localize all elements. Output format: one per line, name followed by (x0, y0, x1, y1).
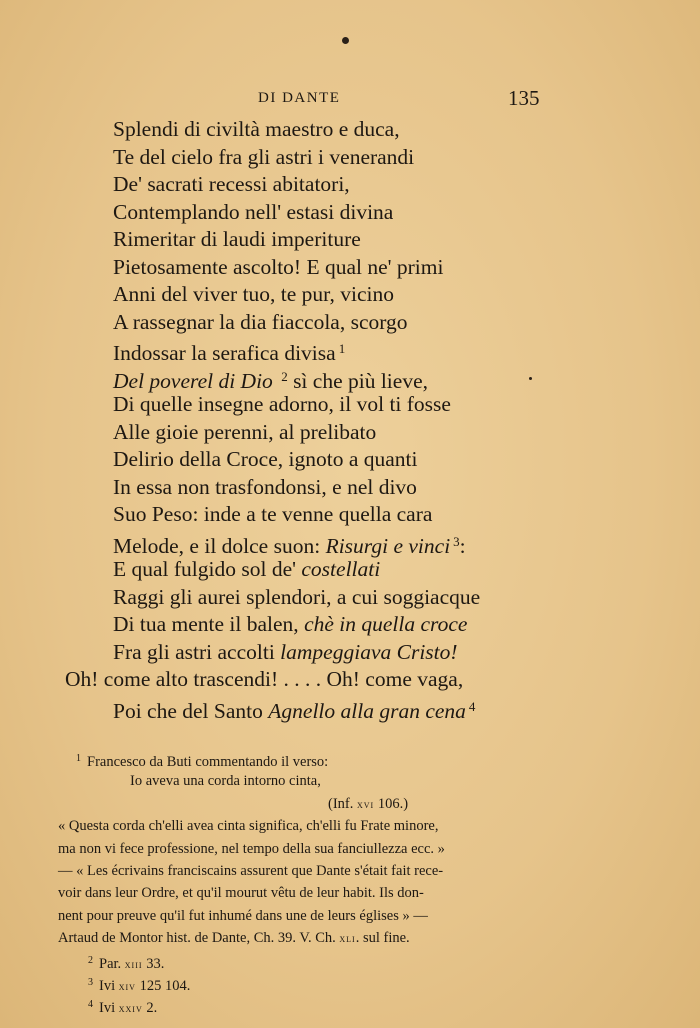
running-head: DI DANTE (258, 90, 341, 106)
footnote-text: — « Les écrivains franciscains assurent que Dante s'était fait rece- (58, 863, 444, 879)
footnote-line (76, 748, 328, 770)
footnote-number: 3 (88, 977, 93, 988)
poem-line (113, 609, 467, 639)
footnote-text: (Inf. (328, 795, 354, 812)
roman-numeral: xvi (357, 796, 375, 811)
poem-line (113, 114, 400, 144)
roman-numeral: xxiv (118, 1001, 143, 1016)
footnote-tail: . sul fine. (355, 930, 410, 947)
poem-line-text: Te del cielo fra gli astri i venerandi (113, 144, 415, 169)
poem-line-text: Suo Peso: inde a te venne quella cara (113, 502, 433, 526)
footnote-mark: 2 (281, 368, 288, 384)
poem-line (113, 334, 345, 364)
poem-line (113, 637, 458, 667)
footnote-line (328, 793, 408, 815)
poem-line-text: Fra gli astri accolti (113, 639, 275, 664)
roman-numeral: xiv (118, 979, 136, 993)
poem-line-text: Indossar la serafica divisa (113, 341, 336, 365)
footnote-text: nent pour preuve qu'il fut inhumé dans une de leurs églises » — (58, 907, 428, 924)
poem-line (113, 582, 480, 612)
poem-line-text: Contemplando nell' estasi divina (113, 199, 394, 224)
footnote-text: « Questa corda ch'elli avea cinta significa, ch'elli fu Frate minore, (58, 818, 439, 835)
poem-line (113, 472, 417, 502)
poem-line-text: In essa non trasfondonsi, e nel divo (113, 474, 417, 499)
poem-line-text: E qual fulgido sol de' (113, 557, 297, 581)
poem-line-text: Di quelle insegne adorno, il vol ti fosse (113, 392, 451, 416)
footnote-number: 1 (76, 753, 81, 764)
footnote-line (58, 838, 445, 860)
poem-line (65, 664, 463, 694)
poem-line-italic: lampeggiava Cristo! (280, 639, 458, 664)
footnote-line (88, 972, 190, 994)
ink-spot (529, 377, 532, 380)
poem-line (113, 362, 428, 392)
footnote-text: Artaud de Montor hist. de Dante, Ch. 39. V. Ch. (58, 930, 336, 947)
roman-numeral: xiii (124, 956, 143, 971)
poem-line-text: Delirio della Croce, ignoto a quanti (113, 447, 418, 471)
poem-line (113, 252, 443, 282)
poem-line-text: Raggi gli aurei splendori, a cui soggiacque (113, 584, 481, 609)
footnote-text: Ivi (99, 978, 116, 994)
footnote-tail: 125 104. (139, 978, 191, 994)
poem-line-italic: Agnello alla gran cena (268, 698, 466, 723)
poem-line-text: Di tua mente il balen, (113, 612, 299, 636)
footnote-text: Par. (99, 955, 122, 972)
poem-line (113, 554, 380, 584)
poem-line (113, 197, 393, 227)
poem-line-text: Oh! come alto trascendi! . . . . Oh! come vaga, (65, 667, 464, 691)
footnote-text: ma non vi fece professione, nel tempo della sua fanciullezza ecc. » (58, 840, 445, 857)
footnote-mark: 4 (468, 698, 476, 714)
poem-line (113, 527, 466, 557)
roman-numeral: xli (339, 931, 356, 946)
footnote-mark: 3 (453, 533, 460, 549)
footnote-tail: 33. (146, 955, 165, 972)
footnote-line (58, 815, 438, 837)
poem-line (113, 389, 451, 419)
poem-line-italic: Risurgi e vinci (325, 533, 451, 558)
poem-line (113, 499, 432, 529)
poem-line-text: Alle gioie perenni, al prelibato (113, 419, 377, 444)
poem-line (113, 444, 418, 474)
footnote-line (58, 860, 443, 882)
poem-line-text: Rimeritar di laudi imperiture (113, 227, 361, 251)
footnote-line (88, 950, 164, 972)
poem-line-text: Poi che del Santo (113, 698, 263, 723)
poem-line (113, 307, 408, 337)
poem-line (113, 692, 475, 722)
poem-line-text: Anni del viver tuo, te pur, vicino (113, 282, 394, 306)
poem-line-text: Pietosamente ascolto! E qual ne' primi (113, 254, 444, 279)
poem-line-italic: costellati (301, 557, 381, 581)
footnote-line (58, 905, 428, 927)
footnote-line (88, 994, 157, 1016)
footnote-text: Io aveva una corda intorno cinta, (130, 773, 321, 790)
footnote-line (58, 882, 424, 904)
footnote-text: Ivi (99, 1000, 116, 1017)
poem-line (113, 224, 361, 254)
poem-line-tail: : (459, 533, 466, 558)
footnote-text: voir dans leur Ordre, et qu'il mourut vêtu de leur habit. Ils don- (58, 885, 424, 902)
poem-line (113, 279, 394, 309)
poem-line-text: Melode, e il dolce suon: (113, 533, 321, 558)
poem-line-text: A rassegnar la dia fiaccola, scorgo (113, 309, 408, 334)
footnote-number: 2 (88, 954, 93, 966)
page-header (0, 86, 700, 112)
poem-line-italic: chè in quella croce (304, 612, 468, 636)
poem-line-text: Splendi di civiltà maestro e duca, (113, 117, 400, 141)
ink-spot (342, 37, 349, 44)
footnote-text: Francesco da Buti commentando il verso: (87, 754, 329, 770)
poem-line (113, 417, 376, 447)
footnote-line (58, 927, 410, 949)
footnote-tail: 106.) (377, 795, 409, 812)
poem-line-text: De' sacrati recessi abitatori, (113, 172, 350, 196)
poem-line (113, 142, 414, 172)
footnote-number: 4 (88, 999, 93, 1011)
footnote-line (130, 770, 321, 792)
poem-line-italic: Del poverel di Dio (113, 368, 273, 393)
page-number: 135 (508, 86, 540, 110)
poem-line-text: sì che più lieve, (293, 368, 428, 393)
footnote-mark: 1 (338, 341, 346, 356)
poem-line (113, 169, 350, 199)
footnote-tail: 2. (146, 1000, 158, 1017)
